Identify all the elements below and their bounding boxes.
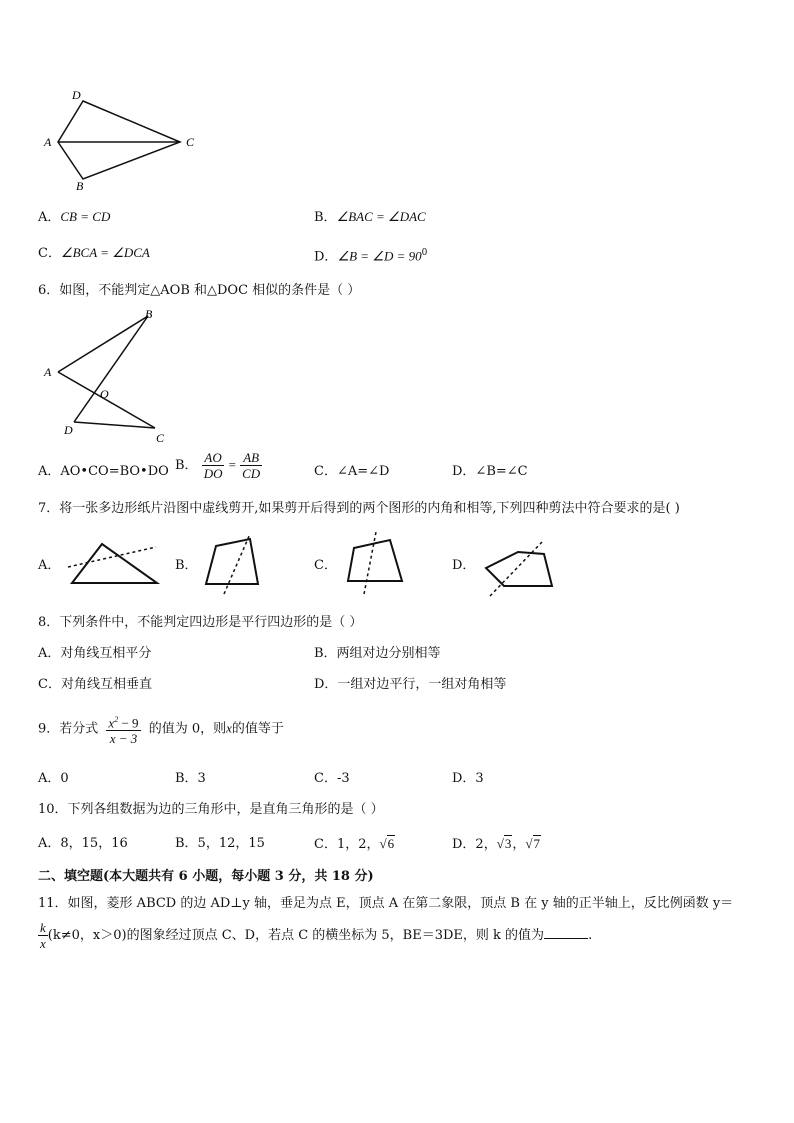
q7-figure-c: [340, 530, 410, 596]
q6-option-c: C．∠A=∠D: [314, 464, 390, 479]
option-text: CB = CD: [60, 209, 111, 224]
q8-stem: 8．下列条件中，不能判定四边形是平行四边形的是（ ）: [38, 615, 363, 630]
q10-stem: 10．下列各组数据为边的三角形中，是直角三角形的是（ ）: [38, 802, 384, 817]
q11-fraction-k-over-x: $\frac{k}{x}$: [40, 920, 46, 951]
q7-option-c-label: C．: [314, 558, 337, 573]
section-2-title: 二、填空题(本大题共有 6 小题，每小题 3 分，共 18 分): [38, 869, 374, 884]
q10-option-c: C．1，2，√6: [314, 836, 395, 852]
q6-option-a: A．AO•CO=BO•DO: [38, 464, 169, 479]
q9-stem: [38, 712, 284, 746]
q10-option-a: A．8，15，16: [38, 836, 128, 851]
q7-option-d-label: D．: [452, 558, 476, 573]
q9-fraction-numerator: $x^2 - 9$: [106, 712, 140, 731]
q9-option-a: A．0: [38, 771, 69, 786]
option-letter: B．: [175, 458, 198, 473]
q9-suffix: 的值等于: [231, 721, 284, 737]
sqrt-6: √6: [379, 836, 395, 851]
q8-option-d: D．一组对边平行，一组对角相等: [314, 677, 507, 692]
q5-figure: [40, 86, 220, 196]
vertex-label-c: C: [156, 431, 165, 445]
vertex-label-c: C: [186, 135, 195, 149]
option-text: ∠BAC = ∠DAC: [336, 209, 426, 224]
fraction-ao-do: $\frac{AO}{DO}$: [203, 450, 223, 481]
q5-option-d: [314, 245, 427, 265]
option-letter: A．: [38, 210, 61, 225]
option-text: ∠B = ∠D = 90: [337, 248, 422, 264]
vertex-label-b: B: [76, 179, 84, 193]
q7-option-b-label: B．: [175, 558, 198, 573]
option-letter: C．: [38, 246, 61, 261]
vertex-label-d: D: [72, 88, 81, 102]
q6-figure: [40, 306, 180, 446]
q11-line2-text: (k≠0，x＞0)的图象经过顶点 C、D，若点 C 的横坐标为 5，BE＝3DE，则 k 的值为: [47, 928, 545, 943]
q9-fraction-denominator: x − 3: [109, 731, 138, 747]
q11-line1: 11．如图，菱形 ABCD 的边 AD⊥y 轴，垂足为点 E，顶点 A 在第二象限，顶点 B 在 y 轴的正半轴上，反比例函数 y＝: [38, 896, 734, 911]
q6-stem: 6．如图，不能判定△AOB 和△DOC 相似的条件是（ ）: [38, 283, 361, 298]
q9-prefix: 9．若分式: [38, 721, 99, 737]
q7-figure-a: [64, 536, 164, 592]
vertex-label-a: A: [44, 135, 52, 149]
q7-figure-b: [198, 530, 268, 596]
sqrt-7: √7: [525, 836, 540, 851]
q8-option-a: A．对角线互相平分: [38, 646, 152, 661]
q9-variable: x: [226, 720, 232, 736]
q9-fraction: [106, 712, 140, 746]
vertex-label-b: B: [145, 307, 153, 321]
q7-figure-d: [480, 540, 560, 600]
q5-option-c: [38, 245, 150, 262]
q10-option-d: D．2，√3，√7: [452, 836, 540, 852]
q10-option-b: B．5，12，15: [175, 836, 265, 851]
q9-option-c: C．-3: [314, 771, 350, 786]
option-text: ∠BCA = ∠DCA: [60, 245, 150, 260]
vertex-label-o: O: [100, 387, 109, 401]
q5-option-a: [38, 209, 110, 226]
q6-option-b: [175, 450, 262, 481]
option-letter: B．: [314, 210, 337, 225]
answer-blank[interactable]: [544, 926, 588, 939]
q11-line2: $\frac{k}{x}$ (k≠0，x＞0)的图象经过顶点 C、D，若点 C 的横坐标为 5，BE＝3DE，则 k 的值为 .: [40, 920, 593, 951]
q6-option-d: D．∠B=∠C: [452, 464, 528, 479]
q9-mid: 的值为 0，则: [148, 721, 227, 737]
sqrt-3: √3: [496, 836, 512, 851]
degree-superscript: 0: [421, 248, 428, 258]
vertex-label-d: D: [64, 423, 73, 437]
q7-stem: 7．将一张多边形纸片沿图中虚线剪开,如果剪开后得到的两个图形的内角和相等,下列四种剪法中符合要求的是( ): [38, 501, 680, 516]
q5-option-b: [314, 209, 426, 226]
vertex-label-a: A: [44, 365, 52, 379]
q9-option-d: D．3: [452, 771, 484, 786]
fraction-ab-cd: $\frac{AB}{CD}$: [242, 450, 261, 481]
q8-option-c: C．对角线互相垂直: [38, 677, 152, 692]
equals-sign: =: [228, 457, 236, 472]
q8-option-b: B．两组对边分别相等: [314, 646, 441, 661]
option-letter: D．: [314, 249, 338, 265]
q9-option-b: B．3: [175, 771, 206, 786]
q7-option-a-label: A．: [38, 558, 61, 573]
